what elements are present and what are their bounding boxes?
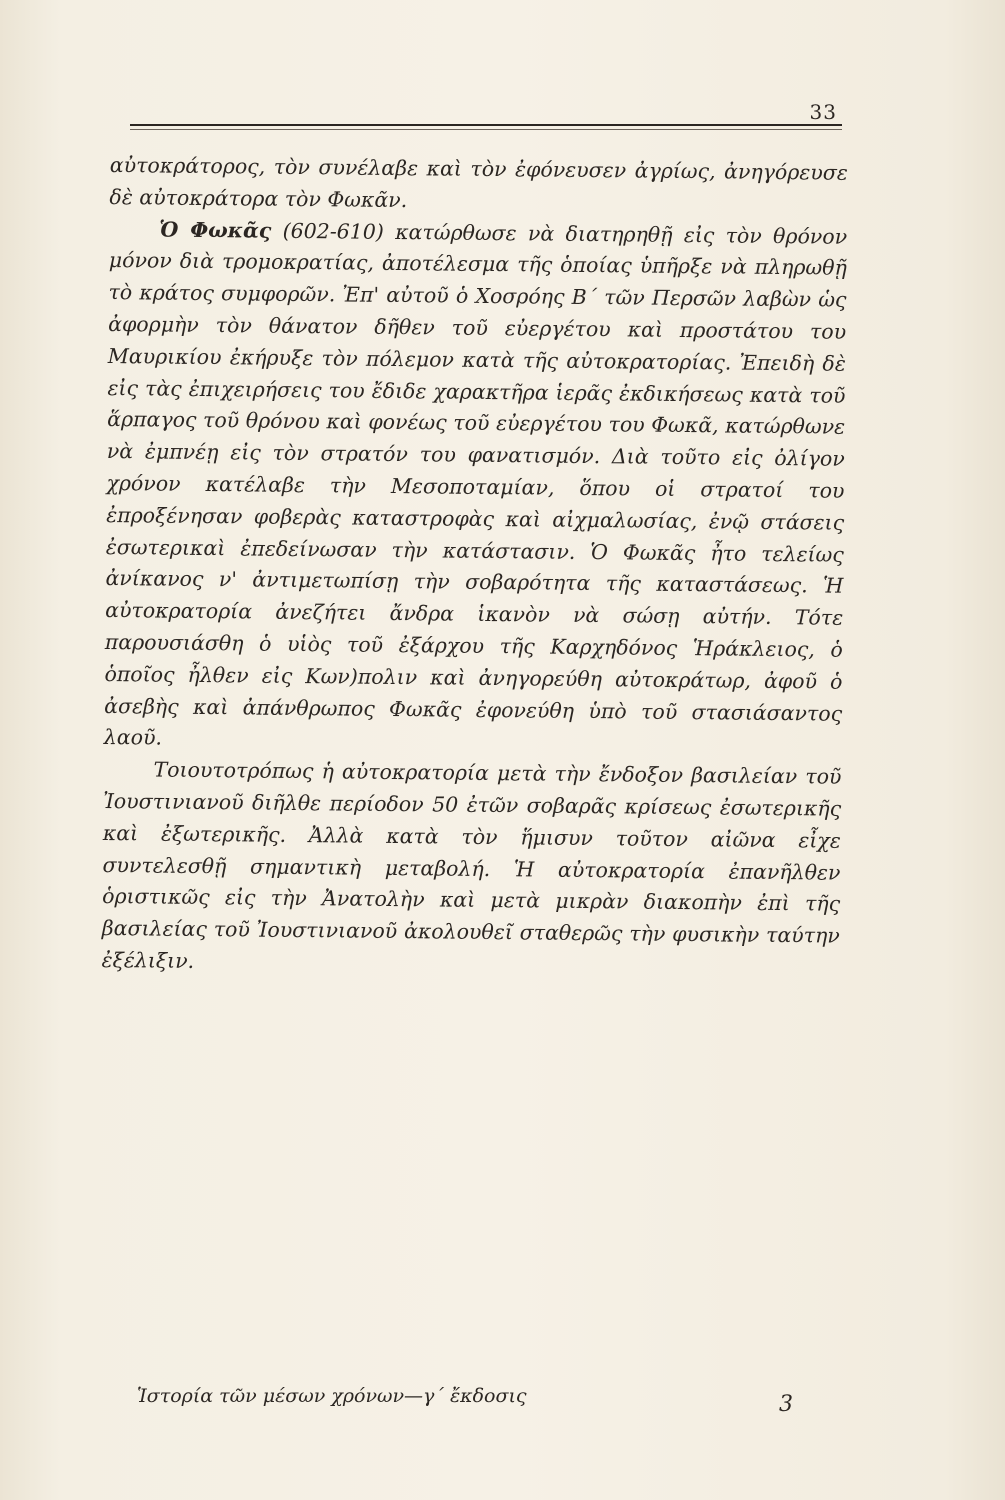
footnote: Ἱστορία τῶν μέσων χρόνων—γ΄ ἔκδοσις	[137, 1385, 527, 1407]
page-number: 33	[809, 100, 837, 124]
paragraph-2	[104, 214, 848, 762]
header-rule-thin	[130, 129, 842, 130]
paragraph-1: αὐτοκράτορος, τὸν συνέλαβε καὶ τὸν ἐφόνευσεν ἀγρίως, ἀνηγόρευσε δὲ αὐτοκράτορα τὸν Φωκᾶν.	[109, 152, 848, 212]
paragraph-2-text: (602-610) κατώρθωσε νὰ διατηρηθῇ εἰς τὸν θρόνον μόνον διὰ τρομοκρατίας, ἀποτέλεσμα τῆς ὁποίας ὑπῆρξε νὰ πληρωθῇ τὸ κράτος συμφορῶν. Ἐπ' αὐτοῦ ὁ Χοσρόης Β΄ τῶν Περσῶν λαβὼν ὡς ἀφορμὴν τὸν θάνατον δῆθεν τοῦ εὐεργέτου καὶ προστάτου του Μαυρικίου ἐκήρυξε τὸν πόλεμον κατὰ τῆς αὐτοκρατορίας. Ἐπειδὴ δὲ εἰς τὰς ἐπιχειρήσεις του ἔδιδε χαρακτῆρα ἱερᾶς ἐκδικήσεως κατὰ τοῦ ἅρπαγος τοῦ θρόνου καὶ φονέως τοῦ εὐεργέτου του Φωκᾶ, κατώρθωνε νὰ ἐμπνέῃ εἰς τὸν στρατόν του φανατισμόν. Διὰ τοῦτο εἰς ὀλίγον χρόνον κατέλαβε τὴν Μεσοποταμίαν, ὅπου οἱ στρατοί του ἐπροξένησαν φοβερὰς καταστροφὰς καὶ αἰχμαλωσίας, ἐνῷ στάσεις ἐσωτερικαὶ ἐπεδείνωσαν τὴν κατάστασιν. Ὁ Φωκᾶς ἦτο τελείως ἀνίκανος ν' ἀντιμετωπίσῃ τὴν σοβαρότητα τῆς καταστάσεως. Ἡ αὐτοκρατορία ἀνεζήτει ἄνδρα ἱκανὸν νὰ σώσῃ αὐτήν. Τότε παρουσιάσθη ὁ υἱὸς τοῦ ἐξάρχου τῆς Καρχηδόνος Ἡράκλειος, ὁ ὁποῖος ἦλθεν εἰς Κων)πολιν καὶ ἀνηγορεύθη αὐτοκράτωρ, ἀφοῦ ὁ ἀσεβὴς καὶ ἀπάνθρωπος Φωκᾶς ἐφονεύθη ὑπὸ τοῦ στασιάσαντος λαοῦ.	[103, 218, 848, 750]
signature-mark: 3	[779, 1392, 793, 1417]
paragraph-3: Τοιουτοτρόπως ἡ αὐτοκρατορία μετὰ τὴν ἔνδοξον βασιλείαν τοῦ Ἰουστινιανοῦ διῆλθε περίοδον 50 ἐτῶν σοβαρᾶς κρίσεως ἐσωτερικῆς καὶ ἐξωτερικῆς. Ἀλλὰ κατὰ τὸν ἥμισυν τοῦτον αἰῶνα εἶχε συντελεσθῇ σημαντικὴ μεταβολή. Ἡ αὐτοκρατορία ἐπανῆλθεν ὁριστικῶς εἰς τὴν Ἀνατολὴν καὶ μετὰ μικρὰν διακοπὴν ἐπὶ τῆς βασιλείας τοῦ Ἰουστινιανοῦ ἀκολουθεῖ σταθερῶς τὴν φυσικὴν ταύτην ἐξέλιξιν.	[101, 757, 842, 973]
header-rule	[130, 124, 842, 126]
main-text	[101, 150, 848, 984]
paragraph-2-name: Ὁ Φωκᾶς	[159, 217, 272, 243]
